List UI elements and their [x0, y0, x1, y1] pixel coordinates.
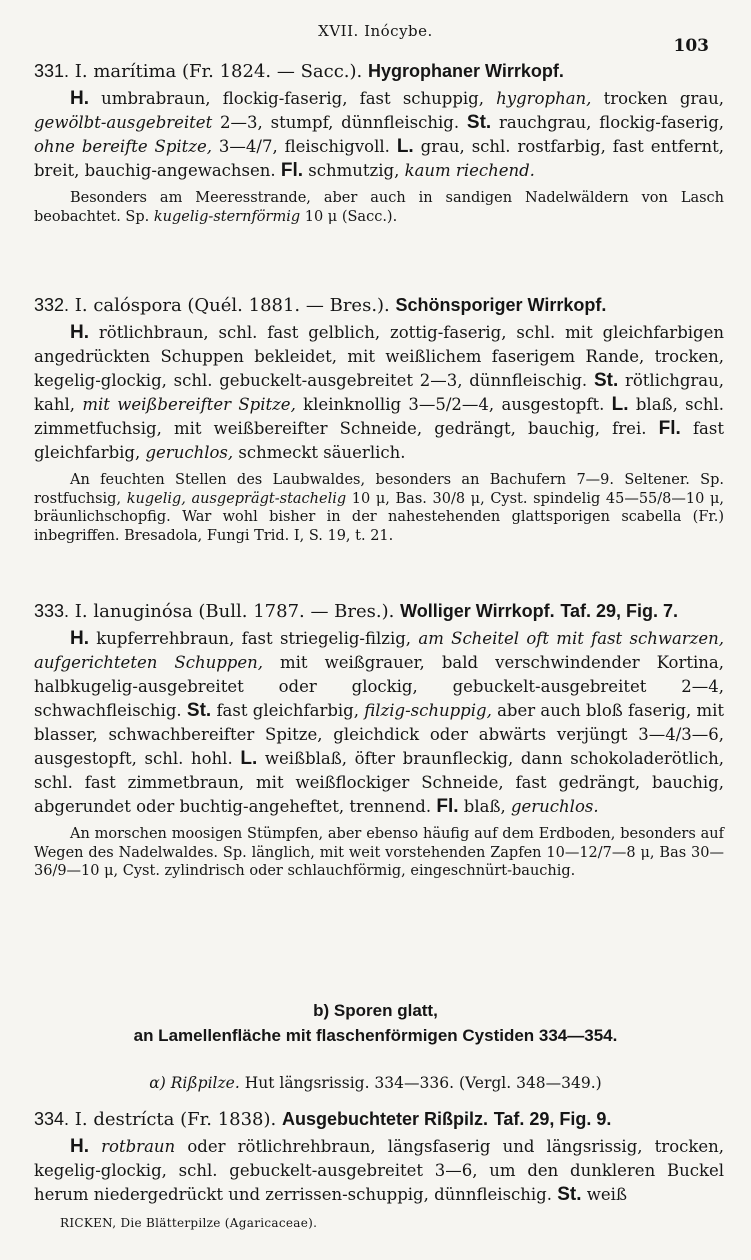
text-run: blaß, schl. zimmetfuchsig, mit weißbereifter Schneide, gedrängt, bauchig, frei. [34, 395, 724, 438]
text-run: fast gleichfarbig, [34, 419, 724, 462]
text-run: mit weißgrauer, bald verschwindender Kortina, halbkugelig-ausgebreitet oder glockig, gebuckelt-ausgebreitet 2—4, schwachfleischig. [34, 653, 724, 720]
text-run [89, 1137, 101, 1156]
text-run: grau, schl. rostfarbig, fast entfernt, breit, bauchig-angewachsen. [34, 137, 725, 180]
field-abbreviation: Fl. [280, 160, 304, 181]
section-heading-line1: b) Sporen glatt, [313, 1001, 438, 1020]
entry-title [34, 1106, 724, 1133]
text-run: kleinknollig 3—5/2—4, ausgestopft. [295, 395, 612, 414]
section-heading-line2: an Lamellenfläche mit flaschenförmigen Cystiden 334—354. [133, 1026, 618, 1045]
entry-number: 331. [34, 61, 70, 81]
emphasized-text: mit weißbereifter Spitze, [82, 395, 296, 414]
field-abbreviation: St. [557, 1184, 582, 1205]
species-entry-334 [34, 1106, 724, 1207]
subsection-heading [0, 1072, 751, 1094]
text-run: 10 μ (Sacc.). [300, 208, 398, 225]
field-abbreviation: Fl. [436, 796, 459, 817]
emphasized-text: geruchlos. [510, 797, 599, 816]
text-run: trocken grau, [591, 89, 724, 108]
species-name: I. destrícta (Fr. 1838). [74, 1109, 277, 1130]
text-run: 10 μ, Bas. 30/8 μ, Cyst. spindelig 45—55/8—10 μ, bräunlichschopfig. War wohl bisher in der nahestehenden glattsporigen scabella (Fr.) inbegriffen. Bresadola, Fungi Trid. I, S. 19, t. 21. [34, 490, 724, 544]
entry-title [34, 598, 724, 625]
field-abbreviation: L. [611, 394, 629, 415]
entry-note [34, 825, 724, 881]
species-entry-332 [34, 292, 724, 545]
field-abbreviation: H. [70, 322, 89, 343]
page-number: 103 [673, 36, 709, 56]
field-abbreviation: Fl. [658, 418, 681, 439]
entry-description [34, 321, 724, 465]
species-name: I. marítima (Fr. 1824. — Sacc.). [74, 61, 363, 82]
text-run: blaß, [458, 797, 511, 816]
emphasized-text: rotbraun [101, 1137, 176, 1156]
text-run: umbrabraun, flockig-faserig, fast schuppig, [89, 89, 497, 108]
text-run: rötlichgrau, kahl, [34, 371, 725, 414]
entry-description [34, 1135, 724, 1207]
text-run: An feuchten Stellen des Laubwaldes, besonders an Bachufern 7—9. Seltener. Sp. rostfuchsig, [34, 472, 724, 507]
species-name: I. lanuginósa (Bull. 1787. — Bres.). [74, 601, 395, 622]
emphasized-text: am Scheitel oft mit fast schwarzen, aufgerichteten Schuppen, [34, 629, 725, 672]
field-abbreviation: St. [593, 370, 619, 391]
common-name: Ausgebuchteter Rißpilz. [281, 1109, 488, 1129]
text-run: weiß [581, 1185, 627, 1204]
field-abbreviation: H. [70, 88, 89, 109]
emphasized-text: ohne bereifte Spitze, [34, 137, 213, 156]
plate-reference: Taf. 29, Fig. 9. [493, 1109, 612, 1129]
page-footer: RICKEN, Die Blätterpilze (Agaricaceae). [60, 1216, 318, 1230]
text-run: weißblaß, öfter braunfleckig, dann schokoladerötlich, schl. fast zimmetbraun, mit weißflockiger Schneide, fast gedrängt, bauchig, abgerundet oder buchtig-angeheftet, trennend. [34, 749, 724, 816]
text-run: fast gleichfarbig, [211, 701, 365, 720]
emphasized-text: gewölbt-ausgebreitet [34, 113, 213, 132]
entry-description [34, 627, 724, 819]
text-run: aber auch bloß faserig, mit blasser, schwachbereifter Spitze, gleichdick oder abwärts verjüngt 3—4/3—6, ausgestopft, schl. hohl. [34, 701, 725, 768]
entry-note [34, 471, 724, 545]
text-run: rauchgrau, flockig-faserig, [491, 113, 724, 132]
common-name: Schönsporiger Wirrkopf. [395, 295, 607, 315]
field-abbreviation: H. [70, 628, 89, 649]
text-run: schmeckt säuerlich. [233, 443, 406, 462]
species-entry-333 [34, 598, 724, 881]
subsection-label: α) Rißpilze. [149, 1074, 240, 1092]
field-abbreviation: L. [240, 748, 258, 769]
emphasized-text: filzig-schuppig, [364, 701, 492, 720]
entry-description [34, 87, 724, 183]
field-abbreviation: L. [396, 136, 414, 157]
subsection-text: Hut längsrissig. 334—336. (Vergl. 348—349.) [239, 1074, 602, 1092]
emphasized-text: geruchlos, [145, 443, 234, 462]
entry-title [34, 292, 724, 319]
text-run: schmutzig, [303, 161, 405, 180]
common-name: Hygrophaner Wirrkopf. [368, 61, 564, 81]
text-run: Besonders am Meeresstrande, aber auch in sandigen Nadelwäldern von Lasch beobachtet. Sp. [34, 190, 724, 225]
species-name: I. calóspora (Quél. 1881. — Bres.). [74, 295, 390, 316]
field-abbreviation: St. [186, 700, 212, 721]
species-entry-331 [34, 58, 724, 226]
text-run: rötlichbraun, schl. fast gelblich, zottig-faserig, schl. mit gleichfarbigen angedrückten Schuppen bekleidet, mit weißlichem faserigem Rande, trocken, kegelig-glockig, schl. gebuckelt-ausgebreitet 2—3, dünnfleischig. [34, 323, 724, 390]
field-abbreviation: St. [466, 112, 492, 133]
text-run: 2—3, stumpf, dünnfleischig. [212, 113, 467, 132]
entry-number: 333. [34, 601, 70, 621]
text-run: 3—4/7, fleischigvoll. [212, 137, 397, 156]
common-name: Wolliger Wirrkopf. [400, 601, 555, 621]
field-abbreviation: H. [70, 1136, 89, 1157]
running-header: XVII. Inócybe. [318, 22, 433, 40]
entry-number: 332. [34, 295, 70, 315]
plate-reference: Taf. 29, Fig. 7. [560, 601, 679, 621]
entry-title [34, 58, 724, 85]
entry-number: 334. [34, 1109, 70, 1129]
emphasized-text: hygrophan, [496, 89, 592, 108]
emphasized-text: kugelig, ausgeprägt-stachelig [126, 490, 347, 507]
text-run: An morschen moosigen Stümpfen, aber ebenso häufig auf dem Erdboden, besonders auf Wegen des Nadelwaldes. Sp. länglich, mit weit vorstehenden Zapfen 10—12/7—8 μ, Bas 30—36/9—10 μ, Cyst. zylindrisch oder schlauchförmig, eingeschnürt-bauchig. [34, 826, 724, 879]
emphasized-text: kugelig-sternförmig [153, 208, 301, 225]
entry-note [34, 189, 724, 226]
text-run: oder rötlichrehbraun, längsfaserig und längsrissig, trocken, kegelig-glockig, schl. gebuckelt-ausgebreitet 3—6, um den dunkleren Buckel herum niedergedrückt und zerrissen-schuppig, dünnfleischig. [34, 1137, 725, 1204]
text-run: kupferrehbraun, fast striegelig-filzig, [89, 629, 419, 648]
emphasized-text: kaum riechend. [404, 161, 535, 180]
